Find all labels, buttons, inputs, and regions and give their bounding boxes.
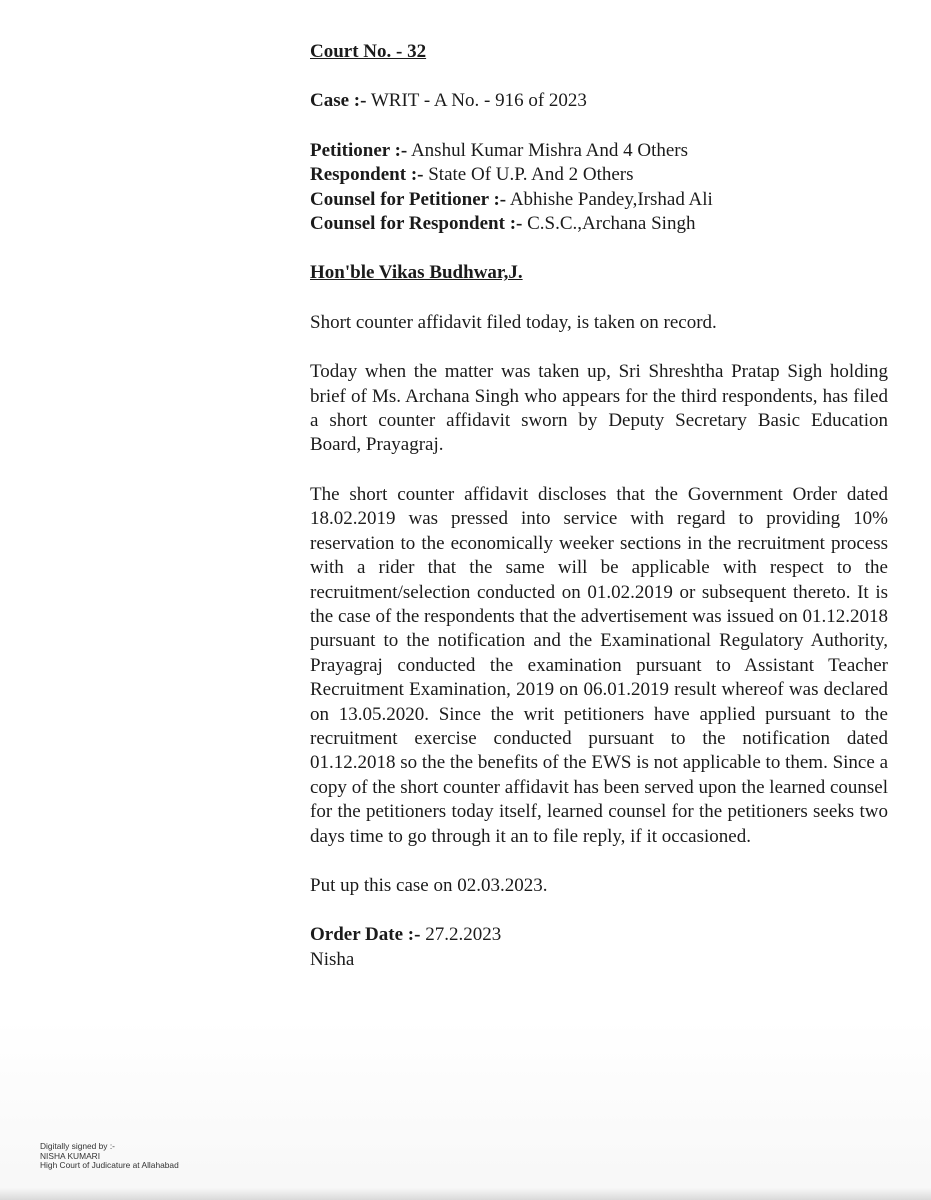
case-label: Case :-: [310, 90, 367, 112]
respondent-line: [310, 163, 888, 187]
counsel-respondent-label: Counsel for Respondent :-: [310, 213, 523, 235]
digital-signature: [40, 1142, 179, 1171]
paragraph-listing: Put up this case on 02.03.2023.: [310, 874, 548, 896]
order-date-line: [310, 923, 888, 947]
signature-line-1: Digitally signed by :-: [40, 1141, 115, 1151]
paragraph-affidavit-details: The short counter affidavit discloses that the Government Order dated 18.02.2019 was pressed into service with regard to providing 10% reservation to the economically weeker sections in the recruitment process with a rider that the same will be applicable with respect to the recruitment/selection conducted on 01.02.2019 or subsequent thereto. It is the case of the respondents that the advertisement was issued on 01.12.2018 pursuant to the notification and the Examinational Regulatory Authority, Prayagraj conducted the examination pursuant to Assistant Teacher Recruitment Examination, 2019 on 06.01.2019 result whereof was declared on 13.05.2020. Since the writ petitioners have applied pursuant to the recruitment exercise conducted pursuant to the notification dated 01.12.2018 so the the benefits of the EWS is not applicable to them. Since a copy of the short counter affidavit has been served upon the learned counsel for the petitioners today itself, learned counsel for the petitioners seeks two days time to go through it an to file reply, if it occasioned.: [310, 483, 888, 847]
order-date-value: 27.2.2023: [425, 924, 502, 946]
court-number: Court No. - 32: [310, 41, 427, 62]
counsel-petitioner-label: Counsel for Petitioner :-: [310, 188, 507, 210]
signature-line-3: High Court of Judicature at Allahabad: [40, 1160, 179, 1171]
counsel-petitioner-line: [310, 188, 888, 212]
signature-line-2: NISHA KUMARI: [40, 1150, 101, 1161]
respondent-label: Respondent :-: [310, 164, 424, 186]
paragraph-record: Short counter affidavit filed today, is taken on record.: [310, 311, 717, 333]
case-line: [310, 89, 888, 113]
counsel-respondent-line: [310, 212, 888, 236]
parties-block: [310, 139, 888, 237]
respondent-value: State Of U.P. And 2 Others: [428, 164, 634, 186]
order-date-label: Order Date :-: [310, 924, 421, 946]
judge-name: Hon'ble Vikas Budhwar,J.: [310, 262, 523, 284]
petitioner-line: [310, 139, 888, 163]
counsel-petitioner-value: Abhishe Pandey,Irshad Ali: [509, 188, 713, 210]
petitioner-label: Petitioner :-: [310, 139, 408, 161]
paragraph-hearing: Today when the matter was taken up, Sri Shreshtha Pratap Sigh holding brief of Ms. Archana Singh who appears for the third respondents, has filed a short counter affidavit sworn by Deputy Secretary Basic Education Board, Prayagraj.: [310, 361, 888, 456]
order-author: Nisha: [310, 948, 355, 970]
order-content: [310, 40, 888, 972]
counsel-respondent-value: C.S.C.,Archana Singh: [527, 213, 696, 235]
petitioner-value: Anshul Kumar Mishra And 4 Others: [410, 139, 689, 161]
case-value: WRIT - A No. - 916 of 2023: [370, 90, 587, 112]
